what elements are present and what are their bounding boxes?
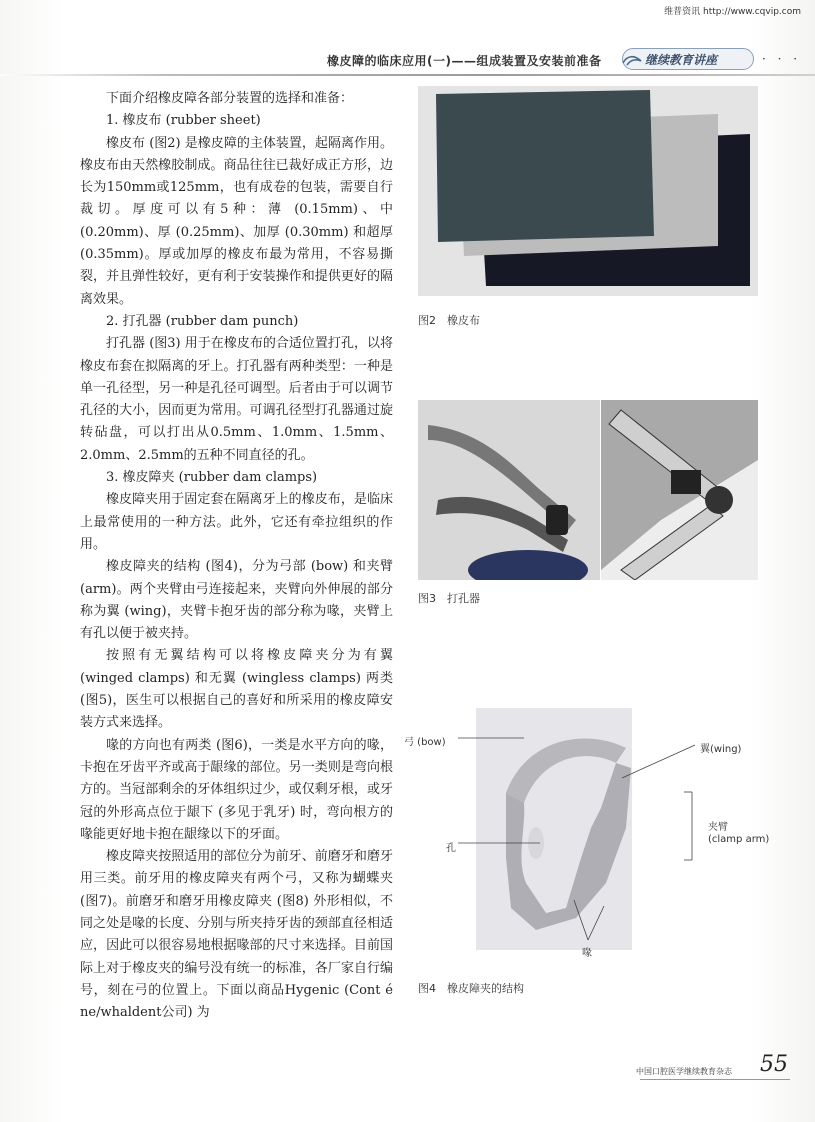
section-heading-rubber-sheet: 1. 橡皮布 (rubber sheet) xyxy=(106,113,261,129)
figure-2-caption: 图2 橡皮布 xyxy=(418,314,480,327)
label-arm-cn: 夹臂 xyxy=(708,822,728,833)
section-heading-clamps: 3. 橡皮障夹 (rubber dam clamps) xyxy=(106,470,318,486)
paragraph-clamp-structure: 橡皮障夹的结构 (图4)，分为弓部 (bow) 和夹臂 (arm)。两个夹臂由弓连接起来，夹臂向外伸展的部分称为翼 (wing)，夹臂卡抱牙齿的部分称为喙，夹臂上有孔以便于被夹持。 xyxy=(80,559,393,642)
section-heading-punch: 2. 打孔器 (rubber dam punch) xyxy=(106,313,299,329)
header-title: 橡皮障的临床应用(一)——组成装置及安装前准备 xyxy=(327,54,602,68)
footer-rule xyxy=(640,1079,790,1080)
paragraph-rubber-sheet: 橡皮布 (图2) 是橡皮障的主体装置，起隔离作用。橡皮布由天然橡胶制成。商品往往已裁好成正方形，边长为150mm或125mm，也有成卷的包装，需要自行裁切。厚度可以有5种：薄 (0.15mm)、中 (0.20mm)、厚 (0.25mm)、加厚 (0.30mm) 和超厚 (0.35mm)。厚或加厚的橡皮布最为常用，不容易撕裂，并且弹性较好，更有利于安装操作和提供更好的隔离效果。 xyxy=(80,135,393,307)
label-hole: 孔 xyxy=(446,843,456,854)
label-bow: 弓 (bow) xyxy=(404,737,446,748)
paragraph-clamps: 橡皮障夹用于固定套在隔离牙上的橡皮布，是临床上最常使用的一种方法。此外，它还有牵拉组织的作用。 xyxy=(80,492,393,552)
footer-journal: 中国口腔医学继续教育杂志 xyxy=(636,1067,732,1076)
figure-3-caption: 图3 打孔器 xyxy=(418,592,480,605)
header-dots: · · · xyxy=(762,52,802,66)
label-wing: 翼(wing) xyxy=(700,744,742,755)
paragraph-beak-direction: 喙的方向也有两类 (图6)，一类是水平方向的喙，卡抱在牙齿平齐或高于龈缘的部位。另一类则是弯向根方的。当冠部剩余的牙体组织过少，或仅剩牙根，或牙冠的外形高点位于龈下 (多见于乳牙) 时，弯向根方的喙能更好地卡抱在龈缘以下的牙面。 xyxy=(80,737,393,842)
page-number: 55 xyxy=(760,1052,788,1077)
watermark: 维普资讯 http://www.cqvip.com xyxy=(664,7,801,17)
badge-label: 继续教育讲座 xyxy=(645,53,718,67)
paragraph-winged: 按照有无翼结构可以将橡皮障夹分为有翼 (winged clamps) 和无翼 (wingless clamps) 两类 (图5)，医生可以根据自己的喜好和所采用的橡皮障安装方式来选择。 xyxy=(80,648,393,731)
paragraph-clamp-types: 橡皮障夹按照适用的部位分为前牙、前磨牙和磨牙用三类。前牙用的橡皮障夹有两个弓，又称为蝴蝶夹 (图7)。前磨牙和磨牙用橡皮障夹 (图8) 外形相似，不同之处是喙的长度、分别与所夹持牙齿的颈部直径相适应，因此可以很容易地根据喙部的尺寸来选择。目前国际上对于橡皮夹的编号没有统一的标准，各厂家自行编号，刻在弓的位置上。下面以商品Hygenic (Cont é ne/whaldent公司) 为 xyxy=(80,849,393,1021)
label-beak: 喙 xyxy=(582,948,592,959)
figure-4-caption: 图4 橡皮障夹的结构 xyxy=(418,982,524,995)
paragraph-punch: 打孔器 (图3) 用于在橡皮布的合适位置打孔，以将橡皮布套在拟隔离的牙上。打孔器有两种类型：一种是单一孔径型，另一种是孔径可调型。后者由于可以调节孔径的大小，因而更为常用。可调孔径型打孔器通过旋转砧盘，可以打出从0.5mm、1.0mm、1.5mm、2.0mm、2.5mm的五种不同直径的孔。 xyxy=(80,336,393,463)
label-arm-en: (clamp arm) xyxy=(708,834,770,845)
intro-paragraph: 下面介绍橡皮障各部分装置的选择和准备： xyxy=(106,91,354,106)
